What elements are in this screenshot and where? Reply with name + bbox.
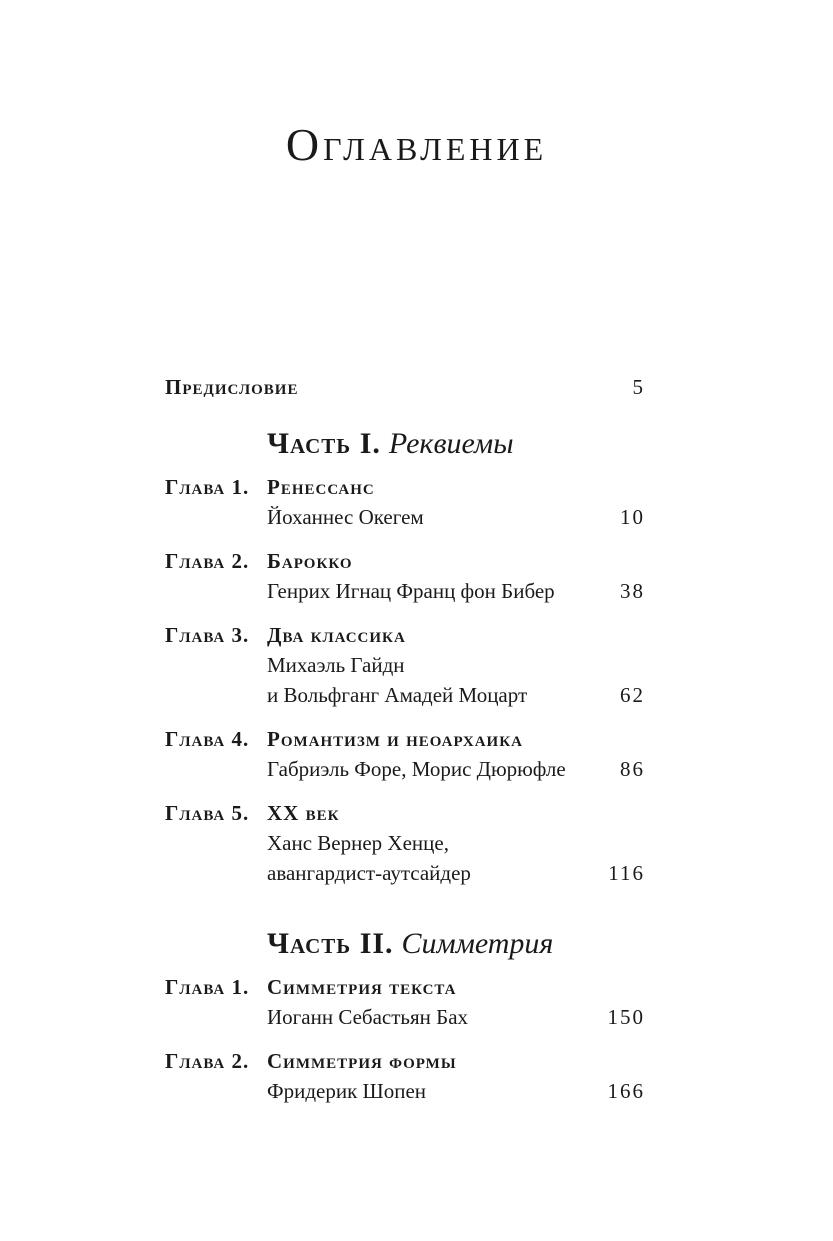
chapter-subtitle: Ханс Вернер Хенце, [267, 831, 449, 855]
part-subtitle: Симметрия [401, 927, 554, 960]
chapter-label: Глава 5. [165, 801, 250, 825]
toc-entry-chapter[interactable] [165, 798, 645, 888]
chapter-subtitle: Фридерик Шопен [267, 1079, 427, 1103]
page-number: 166 [607, 1079, 645, 1103]
chapter-label: Глава 1. [165, 975, 250, 999]
chapter-label: Глава 4. [165, 727, 250, 751]
page-number: 5 [632, 375, 645, 399]
chapter-subtitle: Габриэль Форе, Морис Дюрюфле [267, 757, 566, 781]
preface-label: Предисловие [165, 375, 299, 399]
chapter-title: Симметрия формы [267, 1049, 457, 1073]
chapter-title: Симметрия текста [267, 975, 457, 999]
toc-entry-chapter[interactable] [165, 1046, 645, 1106]
page-number: 86 [620, 757, 645, 781]
toc-entry-preface[interactable] [165, 372, 645, 402]
chapter-subtitle: Йоханнес Окегем [267, 505, 424, 529]
page-number: 62 [620, 683, 645, 707]
part-heading [165, 922, 645, 966]
chapter-label: Глава 3. [165, 623, 250, 647]
part-heading [165, 422, 645, 466]
chapter-subtitle: Генрих Игнац Франц фон Бибер [267, 579, 555, 603]
page-number: 116 [608, 861, 645, 885]
chapter-title: Ренессанс [267, 475, 375, 499]
chapter-subtitle: авангардист-аутсайдер [267, 861, 471, 885]
page-number: 38 [620, 579, 645, 603]
toc-entry-chapter[interactable] [165, 620, 645, 710]
toc-entry-chapter[interactable] [165, 472, 645, 532]
chapter-label: Глава 2. [165, 549, 250, 573]
chapter-subtitle: Михаэль Гайдн [267, 653, 405, 677]
page-title: Оглавление [285, 119, 548, 170]
toc-entry-chapter[interactable] [165, 724, 645, 784]
chapter-title: XX век [267, 801, 340, 825]
chapter-label: Глава 2. [165, 1049, 250, 1073]
chapter-subtitle: Иоганн Себастьян Бах [267, 1005, 469, 1029]
chapter-label: Глава 1. [165, 475, 250, 499]
page-number: 10 [620, 505, 645, 529]
chapter-title: Романтизм и неоархаика [267, 727, 523, 751]
toc-entry-chapter[interactable] [165, 546, 645, 606]
chapter-title: Барокко [267, 549, 353, 573]
chapter-title: Два классика [267, 623, 406, 647]
chapter-subtitle: и Вольфганг Амадей Моцарт [267, 683, 528, 707]
toc-entry-chapter[interactable] [165, 972, 645, 1032]
part-subtitle: Реквиемы [388, 427, 514, 460]
part-label: Часть II. [267, 927, 394, 960]
page-number: 150 [607, 1005, 645, 1029]
part-label: Часть I. [267, 427, 381, 460]
table-of-contents [165, 372, 645, 1120]
